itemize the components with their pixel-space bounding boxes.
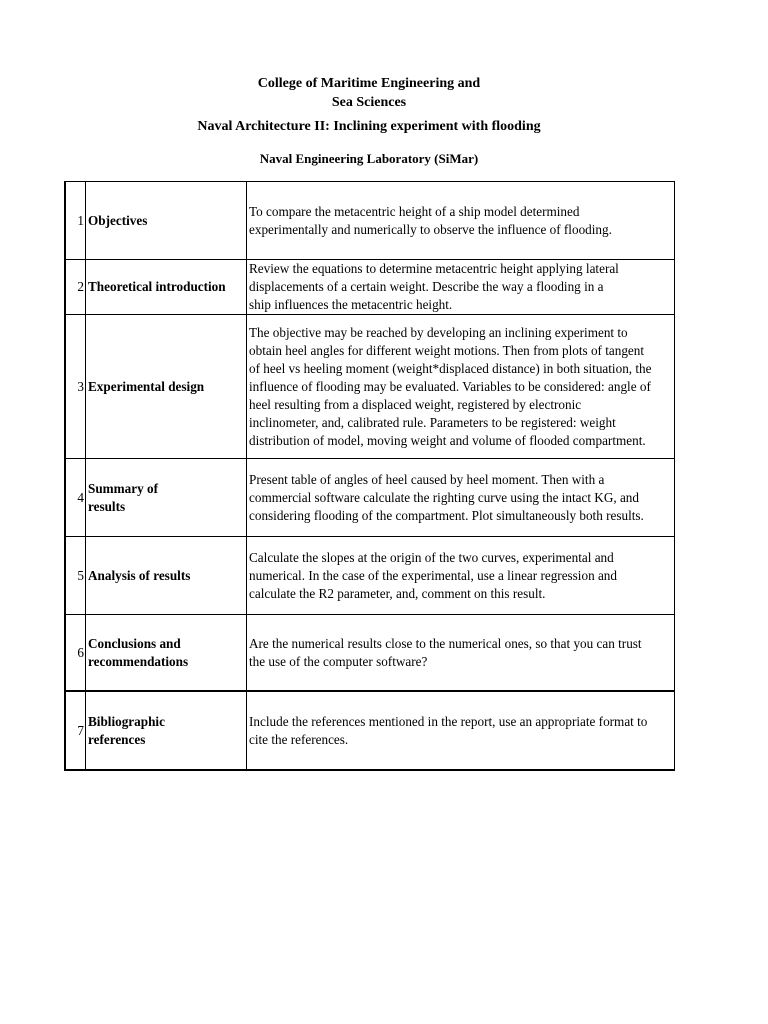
section-description — [247, 315, 675, 459]
table-row — [65, 182, 675, 260]
description-line: Include the references mentioned in the report, use an appropriate format to — [249, 713, 648, 729]
row-number: 5 — [65, 537, 86, 615]
table-row — [65, 260, 675, 315]
section-description — [247, 182, 675, 260]
section-name: Analysis of results — [86, 537, 247, 615]
section-name-line: Bibliographic — [88, 713, 165, 729]
description-line: displacements of a certain weight. Describe the way a flooding in a — [249, 279, 604, 294]
row-number: 2 — [65, 260, 86, 315]
description-line: cite the references. — [249, 731, 349, 747]
description-line: Review the equations to determine metacentric height applying lateral — [249, 261, 619, 276]
section-name-line: recommendations — [88, 653, 189, 669]
description-line: the use of the computer software? — [249, 653, 428, 669]
description-line: ship influences the metacentric height. — [249, 297, 453, 312]
document-title — [0, 74, 738, 112]
section-name-line: Conclusions and — [88, 635, 181, 651]
section-name: Theoretical introduction — [86, 260, 247, 315]
row-number: 3 — [65, 315, 86, 459]
description-line: of heel vs heeling moment (weight*displaced distance) in both situation, the — [249, 360, 652, 376]
section-name — [86, 615, 247, 692]
table-row — [65, 315, 675, 459]
section-description — [247, 537, 675, 615]
college-name-line1: College of Maritime Engineering and — [257, 76, 481, 91]
table-row — [65, 537, 675, 615]
description-line: commercial software calculate the righting curve using the intact KG, and — [249, 489, 639, 505]
description-line: The objective may be reached by developing an inclining experiment to — [249, 324, 628, 340]
row-number: 7 — [65, 691, 86, 770]
description-line: considering flooding of the compartment. Plot simultaneously both results. — [249, 507, 644, 523]
description-line: experimentally and numerically to observe the influence of flooding. — [249, 221, 612, 237]
description-line: Present table of angles of heel caused by heel moment. Then with a — [249, 471, 605, 487]
row-number: 1 — [65, 182, 86, 260]
section-description — [247, 260, 675, 315]
section-name: Experimental design — [86, 315, 247, 459]
description-line: calculate the R2 parameter, and, comment on this result. — [249, 585, 546, 601]
row-number: 4 — [65, 459, 86, 537]
section-name: Objectives — [86, 182, 247, 260]
course-title: Naval Architecture II: Inclining experiment with flooding — [197, 119, 541, 134]
description-line: Calculate the slopes at the origin of the two curves, experimental and — [249, 549, 614, 565]
section-description — [247, 459, 675, 537]
description-line: To compare the metacentric height of a ship model determined — [249, 203, 580, 219]
table-row — [65, 615, 675, 692]
college-name-line2: Sea Sciences — [331, 95, 407, 110]
description-line: Are the numerical results close to the numerical ones, so that you can trust — [249, 635, 642, 651]
table-row — [65, 691, 675, 770]
section-name-line: Summary of — [88, 480, 158, 496]
lab-name: Naval Engineering Laboratory (SiMar) — [259, 151, 479, 166]
section-name — [86, 691, 247, 770]
description-line: numerical. In the case of the experimental, use a linear regression and — [249, 567, 617, 583]
section-name-line: results — [88, 498, 126, 514]
description-line: obtain heel angles for different weight motions. Then from plots of tangent — [249, 342, 645, 358]
section-name — [86, 459, 247, 537]
description-line: heel resulting from a displaced weight, registered by electronic — [249, 396, 582, 412]
experiment-outline-table — [64, 181, 675, 771]
table-row — [65, 459, 675, 537]
description-line: influence of flooding may be evaluated. Variables to be considered: angle of — [249, 378, 651, 394]
description-line: distribution of model, moving weight and volume of flooded compartment. — [249, 432, 646, 448]
section-name-line: references — [88, 731, 146, 747]
section-description — [247, 691, 675, 770]
row-number: 6 — [65, 615, 86, 692]
section-description — [247, 615, 675, 692]
description-line: inclinometer, and, calibrated rule. Parameters to be registered: weight — [249, 414, 616, 430]
